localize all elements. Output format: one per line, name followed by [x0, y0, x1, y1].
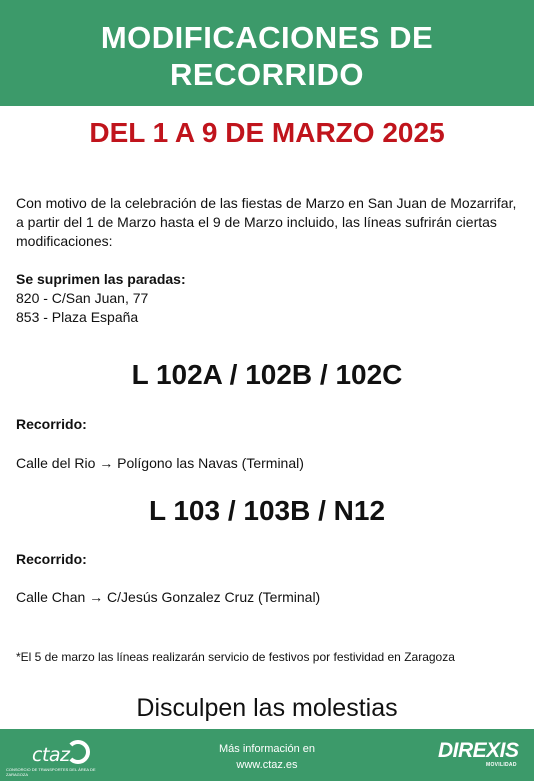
apology-text: Disculpen las molestias — [136, 694, 398, 722]
route-103 — [16, 588, 320, 607]
festivity-note: *El 5 de marzo las líneas realizarán servicio de festivos por festividad en Zaragoza — [16, 650, 455, 664]
date-range: DEL 1 A 9 DE MARZO 2025 — [89, 117, 445, 148]
suppressed-stops — [16, 270, 186, 327]
route-from: Calle del Rio — [16, 455, 96, 471]
direxis-logo: DIREXIS — [438, 739, 519, 762]
route-label: Recorrido: — [16, 551, 87, 567]
route-102 — [16, 454, 304, 473]
route-from: Calle Chan — [16, 589, 86, 605]
ctaz-subtitle: CONSORCIO DE TRANSPORTES DEL ÁREA DE ZARAGOZA — [6, 767, 96, 777]
route-to: C/Jesús Gonzalez Cruz (Terminal) — [107, 589, 321, 605]
stop-item: 820 - C/San Juan, 77 — [16, 290, 149, 306]
more-info — [190, 741, 344, 773]
arrow-right-icon: → — [89, 589, 104, 605]
route-label: Recorrido: — [16, 416, 87, 432]
ctaz-ring-icon — [66, 740, 90, 764]
direxis-subtitle: MOVILIDAD — [486, 762, 517, 768]
website-link[interactable]: www.ctaz.es — [236, 759, 298, 771]
title-line-2: RECORRIDO — [170, 57, 364, 92]
line-title-103: L 103 / 103B / N12 — [148, 495, 386, 526]
info-line-1: Más información en — [219, 743, 315, 755]
route-to: Polígono las Navas (Terminal) — [117, 455, 304, 471]
arrow-right-icon: → — [99, 455, 114, 471]
header-banner — [0, 0, 534, 106]
stop-item: 853 - Plaza España — [16, 309, 139, 325]
title-line-1: MODIFICACIONES DE — [100, 20, 434, 55]
line-title-102: L 102A / 102B / 102C — [131, 359, 403, 390]
footer-banner — [0, 729, 534, 781]
ctaz-logo-text: ctaz — [32, 744, 70, 766]
ctaz-logo — [6, 734, 96, 776]
stops-heading: Se suprimen las paradas: — [16, 271, 186, 287]
intro-text: Con motivo de la celebración de las fiestas de Marzo en San Juan de Mozarrifar, a partir del 1 de Marzo hasta el 9 de Marzo incluido, las líneas sufrirán ciertas modificaciones: — [16, 195, 517, 249]
